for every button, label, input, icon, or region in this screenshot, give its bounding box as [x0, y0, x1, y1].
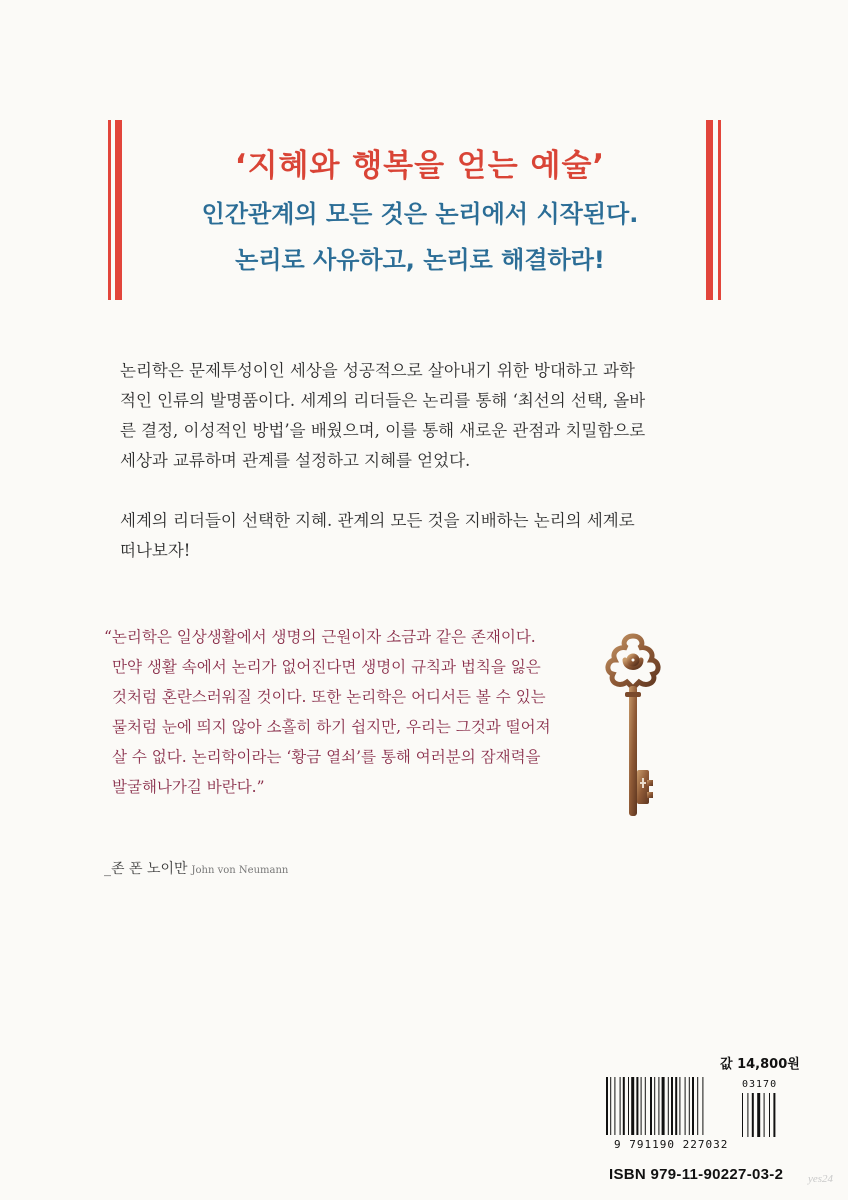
subheadline-2: 논리로 사유하고, 논리로 해결하라! — [235, 246, 605, 274]
right-bracket — [706, 120, 726, 300]
barcode-addon-bar — [752, 1093, 754, 1137]
barcode-bar — [668, 1077, 669, 1135]
barcode-bar — [689, 1077, 690, 1135]
quote-block — [104, 622, 604, 802]
barcode-bar — [606, 1077, 608, 1135]
watermark: yes24 — [808, 1173, 834, 1185]
intro-line: 른 결정, 이성적인 방법’을 배웠으며, 이를 통해 새로운 관점과 치밀함으로 — [120, 421, 646, 440]
quote-line: 것처럼 혼란스러워질 것이다. 또한 논리학은 어디서든 볼 수 있는 — [112, 688, 546, 706]
quote-attribution — [104, 858, 288, 878]
price-label: 값 14,800원 — [720, 1057, 800, 1072]
quote-line: 만약 생활 속에서 논리가 없어진다면 생명이 규칙과 법칙을 잃은 — [112, 658, 541, 676]
barcode-bar — [685, 1077, 686, 1135]
barcode-bar — [675, 1077, 677, 1135]
headline: ‘지혜와 행복을 얻는 예술’ — [234, 148, 606, 184]
barcode-bar — [623, 1077, 625, 1135]
author-english: John von Neumann — [191, 865, 289, 876]
intro-line: 세상과 교류하며 관계를 설정하고 지혜를 얻었다. — [120, 451, 471, 470]
barcode-bar — [702, 1077, 703, 1135]
barcode-number: 9 791190 227032 — [614, 1138, 729, 1151]
closing-paragraph — [120, 506, 720, 566]
left-bracket — [108, 120, 128, 300]
quote-line: 발굴해나가길 바란다.” — [112, 778, 265, 796]
barcode-addon-bar — [769, 1093, 770, 1137]
author-korean: _존 폰 노이만 — [104, 861, 188, 877]
barcode-addon-bar — [747, 1093, 748, 1137]
barcode-image — [600, 1075, 810, 1165]
barcode-bar — [610, 1077, 611, 1135]
barcode-bar — [641, 1077, 642, 1135]
barcode-addon-bar — [773, 1093, 775, 1137]
quote-line: “논리학은 일상생활에서 생명의 근원이자 소금과 같은 존재이다. — [104, 628, 536, 646]
intro-line: 적인 인류의 발명품이다. 세계의 리더들은 논리를 통해 ‘최선의 선택, 올바 — [120, 391, 646, 410]
quote-line: 물처럼 눈에 띄지 않아 소홀히 하기 쉽지만, 우리는 그것과 떨어져 — [112, 718, 551, 736]
barcode-bar — [671, 1077, 673, 1135]
intro-paragraph — [120, 356, 720, 476]
barcode-bar — [636, 1077, 638, 1135]
quote-line: 살 수 없다. 논리학이라는 ‘황금 열쇠’를 통해 여러분의 잠재력을 — [112, 748, 541, 766]
barcode-bar — [628, 1077, 629, 1135]
antique-key-icon — [597, 630, 669, 830]
barcode-addon-bar — [764, 1093, 765, 1137]
barcode-bar — [614, 1077, 615, 1135]
barcode-bar — [662, 1077, 665, 1135]
barcode-bar — [620, 1077, 621, 1135]
barcode-bar — [631, 1077, 634, 1135]
isbn-text: ISBN 979-11-90227-03-2 — [609, 1166, 784, 1183]
barcode-addon-number: 03170 — [742, 1079, 778, 1090]
barcode-bar — [650, 1077, 652, 1135]
barcode-addon-bar — [757, 1093, 760, 1137]
intro-line: 논리학은 문제투성이인 세상을 성공적으로 살아내기 위한 방대하고 과학 — [120, 361, 635, 380]
barcode-bar — [692, 1077, 694, 1135]
closing-line: 세계의 리더들이 선택한 지혜. 관계의 모든 것을 지배하는 논리의 세계로 — [120, 511, 635, 530]
closing-line: 떠나보자! — [120, 541, 191, 560]
barcode-addon-bar — [742, 1093, 743, 1137]
barcode-bar — [697, 1077, 698, 1135]
barcode-bar — [654, 1077, 655, 1135]
barcode-bar — [658, 1077, 659, 1135]
barcode-bar — [679, 1077, 680, 1135]
subheadline-1: 인간관계의 모든 것은 논리에서 시작된다. — [201, 200, 639, 228]
barcode-bar — [645, 1077, 646, 1135]
